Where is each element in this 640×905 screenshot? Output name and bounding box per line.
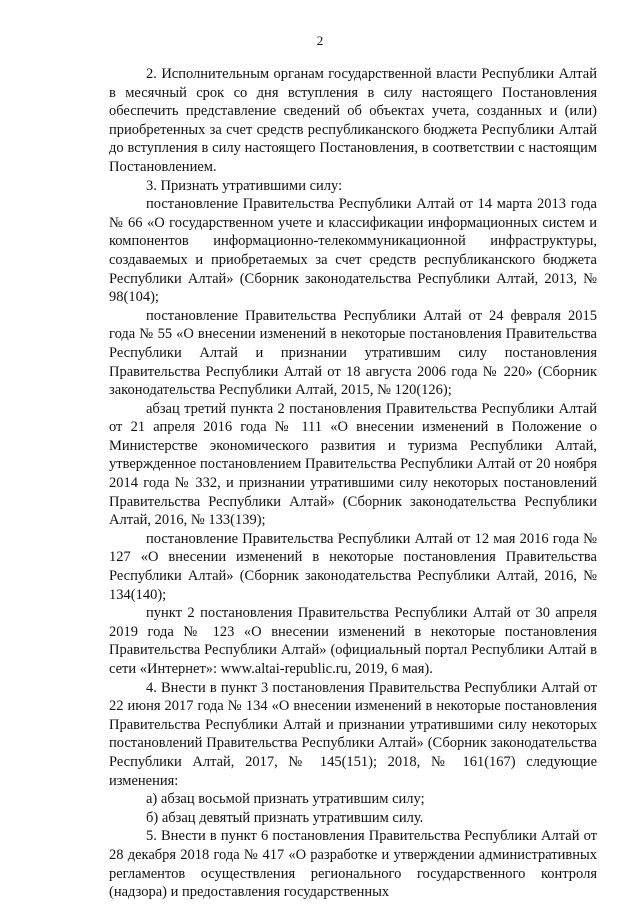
- paragraph-item-4b: б) абзац девятый признать утратившим силу.: [146, 809, 424, 826]
- repealed-act-2015-55: постановление Правительства Республики Алтай от 24 февраля 2015 года № 55 «О внесении изменений в некоторые постановления Правительства Республики Алтай и признании утратившим силу постановления Правительства Республики Алтай от 18 августа 2006 года № 220» (Сборник законодательства Республики Алтай, 2015, № 120(126);: [109, 307, 597, 399]
- paragraph-item-3-heading: 3. Признать утратившими силу:: [146, 177, 343, 194]
- document-body: [109, 65, 597, 902]
- repealed-act-2016-111: абзац третий пункта 2 постановления Правительства Республики Алтай от 21 апреля 2016 года № 111 «О внесении изменений в Положение о Министерстве экономического развития и туризма Республики Алтай, утвержденное постановлением Правительства Республики Алтай от 20 ноября 2014 года № 332, и признании утратившими силу некоторых постановлений Правительства Республики Алтай» (Сборник законодательства Республики Алтай, 2016, № 133(139);: [109, 400, 597, 529]
- page-number: 2: [316, 33, 324, 48]
- paragraph-item-4: 4. Внести в пункт 3 постановления Правительства Республики Алтай от 22 июня 2017 года № 134 «О внесении изменений в некоторые постановления Правительства Республики Алтай и признании утратившими силу некоторых постановлений Правительства Республики Алтай» (Сборник законодательства Республики Алтай, 2017, № 145(151); 2018, № 161(167) следующие изменения:: [109, 679, 597, 789]
- paragraph-item-4a: а) абзац восьмой признать утратившим силу;: [146, 791, 425, 808]
- repealed-act-2019-123: пункт 2 постановления Правительства Республики Алтай от 30 апреля 2019 года № 123 «О внесении изменений в некоторые постановления Правительства Республики Алтай» (официальный портал Республики Алтай в сети «Интернет»: www.altai-republic.ru, 2019, 6 мая).: [109, 605, 597, 677]
- repealed-act-2013-66: постановление Правительства Республики Алтай от 14 марта 2013 года № 66 «О государственном учете и классификации информационных систем и компонентов информационно-телекоммуникационной инфраструктуры, создаваемых и приобретаемых за счет средств республиканского бюджета Республики Алтай» (Сборник законодательства Республики Алтай, 2013, № 98(104);: [109, 196, 597, 306]
- paragraph-item-5: 5. Внести в пункт 6 постановления Правительства Республики Алтай от 28 декабря 2018 года № 417 «О разработке и утверждении административных регламентов осуществления регионального государственного контроля (надзора) и предоставления государственных: [109, 828, 597, 901]
- paragraph-item-2: 2. Исполнительным органам государственной власти Республики Алтай в месячный срок со дня вступления в силу настоящего Постановления обеспечить представление сведений об объектах учета, созданных и (или) приобретенных за счет средств республиканского бюджета Республики Алтай до вступления в силу настоящего Постановления, в соответствии с настоящим Постановлением.: [109, 66, 597, 175]
- repealed-act-2016-127: постановление Правительства Республики Алтай от 12 мая 2016 года № 127 «О внесении изменений в некоторые постановления Правительства Республики Алтай» (Сборник законодательства Республики Алтай, 2016, № 134(140);: [109, 530, 597, 603]
